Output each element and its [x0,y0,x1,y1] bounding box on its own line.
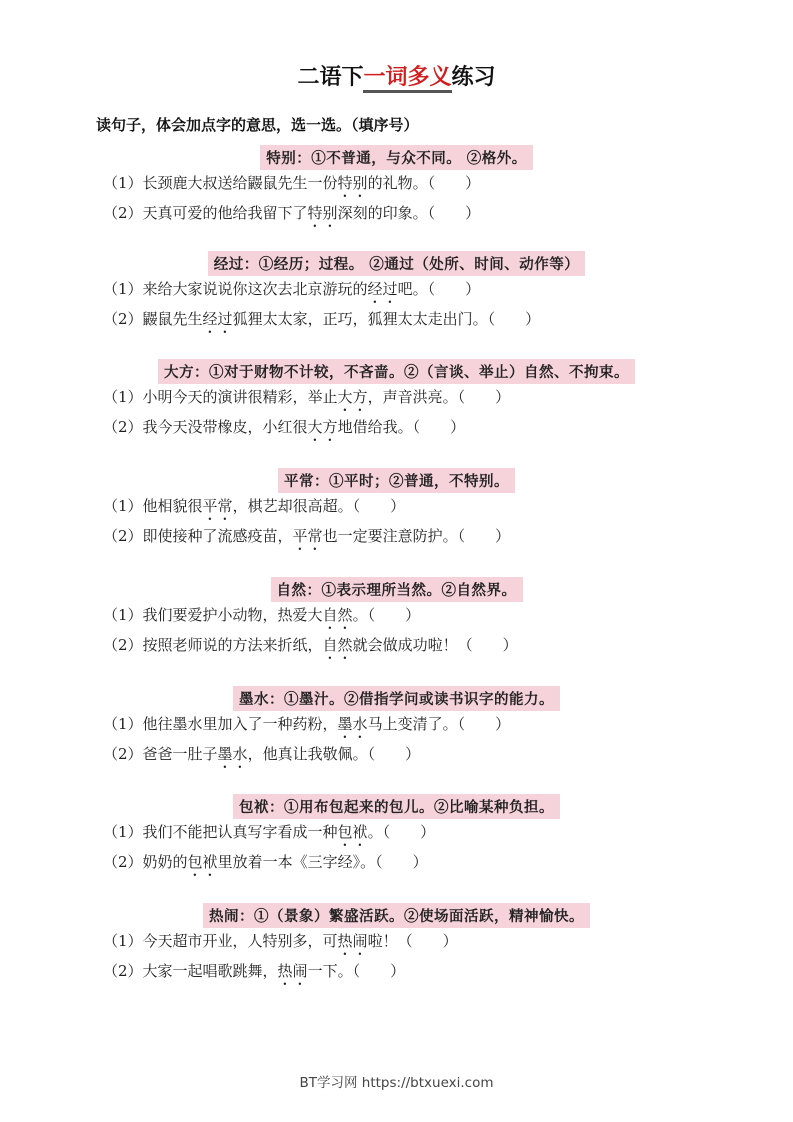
dotted-word: 自然 [322,636,353,654]
dotted-word: 热闹 [277,962,308,980]
dotted-word: 大方 [307,418,338,436]
sentence-item: （1）小明今天的演讲很精彩，举止大方，声音洪亮。（ ） [103,388,511,406]
sentence-item: （1）我们不能把认真写字看成一种包袱。（ ） [103,823,436,841]
word-definition: 热闹：①（景象）繁盛活跃。②使场面活跃，精神愉快。 [203,903,590,928]
dotted-word: 经过 [367,280,398,298]
word-section [0,577,793,654]
sentence-item: （2）奶奶的包袱里放着一本《三字经》。（ ） [103,853,428,871]
word-section [0,794,793,871]
instructions: 读句子，体会加点字的意思，选一选。（填序号） [96,116,419,134]
dotted-word: 大方 [337,388,368,406]
word-section [0,686,793,763]
sentence-item: （2）我今天没带橡皮，小红很大方地借给我。（ ） [103,418,466,436]
dotted-word: 自然 [322,606,353,624]
sentence-item: （1）来给大家说说你这次去北京游玩的经过吧。（ ） [103,280,481,298]
dotted-word: 平常 [292,527,323,545]
word-definition: 包袱：①用布包起来的包儿。②比喻某种负担。 [233,794,560,819]
sentence-item: （1）长颈鹿大叔送给鼹鼠先生一份特别的礼物。（ ） [103,174,481,192]
word-section [0,903,793,980]
word-definition: 特别：①不普通，与众不同。 ②格外。 [260,145,533,170]
page-title: 二语下一词多义练习 [0,60,793,91]
dotted-word: 特别 [337,174,368,192]
word-section [0,359,793,436]
word-definition: 经过：①经历；过程。 ②通过（处所、时间、动作等） [208,251,586,276]
sentence-item: （2）大家一起唱歌跳舞，热闹一下。（ ） [103,962,406,980]
dotted-word: 特别 [307,204,338,222]
sentence-item: （1）我们要爱护小动物，热爱大自然。（ ） [103,606,421,624]
word-definition: 大方：①对于财物不计较，不吝啬。②（言谈、举止）自然、不拘束。 [158,359,635,384]
word-definition: 墨水：①墨汁。②借指学问或读书识字的能力。 [233,686,560,711]
sentence-item: （2）天真可爱的他给我留下了特别深刻的印象。（ ） [103,204,481,222]
word-section [0,145,793,222]
sentence-item: （2）爸爸一肚子墨水，他真让我敬佩。（ ） [103,745,421,763]
word-definition: 平常：①平时；②普通，不特别。 [278,468,515,493]
footer-watermark: BT学习网 https://btxuexi.com [299,1075,494,1091]
dotted-word: 包袱 [337,823,368,841]
dotted-word: 墨水 [217,745,248,763]
sentence-item: （1）他往墨水里加入了一种药粉，墨水马上变清了。（ ） [103,715,511,733]
word-section [0,468,793,545]
sentence-item: （2）鼹鼠先生经过狐狸太太家，正巧，狐狸太太走出门。（ ） [103,310,541,328]
dotted-word: 平常 [202,497,233,515]
dotted-word: 经过 [202,310,233,328]
sentence-item: （2）按照老师说的方法来折纸，自然就会做成功啦！（ ） [103,636,518,654]
sentence-item: （2）即使接种了流感疫苗，平常也一定要注意防护。（ ） [103,527,511,545]
dotted-word: 包袱 [187,853,218,871]
word-definition: 自然：①表示理所当然。②自然界。 [271,577,523,602]
dotted-word: 热闹 [337,932,368,950]
word-section [0,251,793,328]
sentence-item: （1）他相貌很平常，棋艺却很高超。（ ） [103,497,406,515]
sentence-item: （1）今天超市开业，人特别多，可热闹啦！（ ） [103,932,458,950]
title-highlight: 一词多义 [363,65,451,93]
dotted-word: 墨水 [337,715,368,733]
